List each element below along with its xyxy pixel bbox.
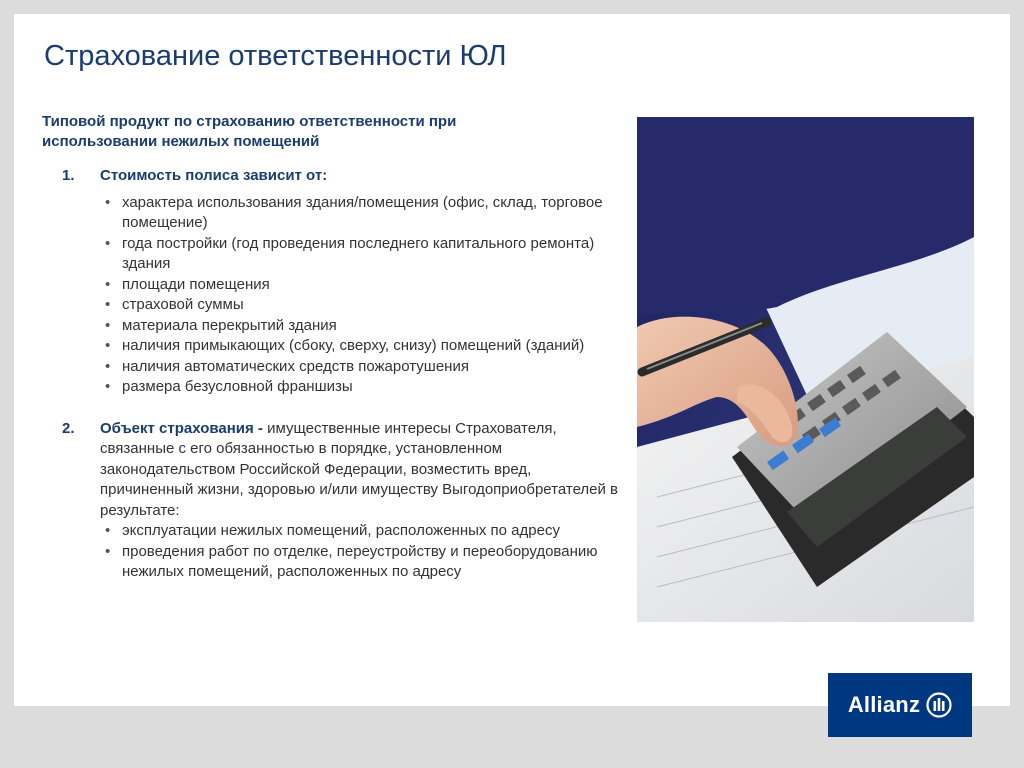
list-item: • наличия примыкающих (сбоку, сверху, снизу) помещений (зданий) <box>100 336 622 357</box>
list-item: • характера использования здания/помещения (офис, склад, торговое помещение) <box>100 193 622 234</box>
list-item: • площади помещения <box>100 275 622 296</box>
page-title: Страхование ответственности ЮЛ <box>44 40 507 72</box>
subtitle: Типовой продукт по страхованию ответственности при использовании нежилых помещений <box>42 113 457 150</box>
cost-factors-list <box>100 193 622 398</box>
logo-text: Allianz <box>847 692 921 717</box>
section-paragraph <box>100 419 622 522</box>
allianz-logo <box>828 673 972 737</box>
object-list <box>100 521 622 583</box>
section-text: имущественные интересы Страхователя, связанные с его обязанностью в порядке, установленном законодательством Российской Федерации, возместить вред, причиненный жизни, здоровью и/или имуществу Выгодоприобретателей в результате: <box>100 419 619 519</box>
content <box>42 166 622 583</box>
allianz-eagle-icon <box>926 692 952 718</box>
calculator-photo <box>637 117 974 622</box>
section-cost <box>42 166 622 398</box>
list-item: • года постройки (год проведения последнего капитального ремонта) здания <box>100 234 622 275</box>
section-number: 1. <box>62 167 75 184</box>
slide <box>14 14 1010 717</box>
list-item: • страховой суммы <box>100 295 622 316</box>
list-item: • наличия автоматических средств пожаротушения <box>100 357 622 378</box>
section-number: 2. <box>62 419 75 437</box>
list-item: • размера безусловной франшизы <box>100 377 622 398</box>
list-item: • материала перекрытий здания <box>100 316 622 337</box>
section-heading: Объект страхования - <box>100 419 268 437</box>
list-item: • проведения работ по отделке, переустройству и переоборудованию нежилых помещений, расположенных по адресу <box>100 542 622 583</box>
section-object <box>42 419 622 583</box>
section-heading: Стоимость полиса зависит от: <box>100 167 328 184</box>
list-item: • эксплуатации нежилых помещений, расположенных по адресу <box>100 521 622 542</box>
